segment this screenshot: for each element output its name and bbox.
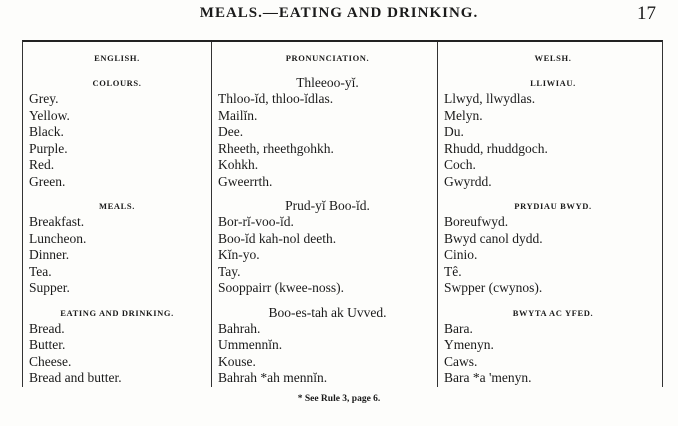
section-title: Boo-es-tah ak Uvved. (268, 304, 387, 320)
vocabulary-entry: Mailĭn. (218, 107, 258, 123)
vocabulary-entry: Dee. (218, 124, 244, 139)
section-title: EATING AND DRINKING. (60, 307, 174, 318)
page-title: MEALS.—EATING AND DRINKING. (199, 5, 479, 21)
vocabulary-entry: Purple. (29, 140, 68, 156)
section-title: Prud-yĭ Boo-ĭd. (285, 198, 370, 213)
section-title: Thleeoo-yĭ. (296, 75, 359, 90)
vocabulary-entry: Cinio. (444, 247, 478, 262)
vocabulary-entry: Du. (444, 124, 464, 139)
vocabulary-entry: Rheeth, rheethgohkh. (218, 140, 334, 156)
section-title: BWYTA AC YFED. (512, 307, 594, 318)
section-title: LLIWIAU. (530, 78, 576, 88)
vocabulary-entry: Ummennĭn. (218, 337, 283, 352)
section-title: COLOURS. (92, 78, 142, 88)
vocabulary-entry: Kĭn-yo. (218, 247, 260, 262)
vocabulary-entry: Bahrah. (218, 320, 261, 336)
column-heading: ENGLISH. (94, 53, 140, 63)
vocabulary-entry: Kohkh. (218, 157, 259, 172)
vocabulary-entry: Bread and butter. (29, 370, 122, 385)
vocabulary-entry: Black. (29, 124, 64, 139)
page-number: 17 (637, 3, 656, 24)
vocabulary-entry: Bara. (444, 320, 473, 336)
vocabulary-entry: Caws. (444, 353, 478, 369)
vocabulary-entry: Melyn. (444, 107, 483, 123)
vocabulary-entry: Bara *a 'menyn. (444, 370, 532, 385)
vocabulary-entry: Dinner. (29, 247, 70, 262)
vocabulary-entry: Boo-ĭd kah-nol deeth. (218, 230, 337, 246)
english-column (23, 42, 211, 387)
column-heading: PRONUNCIATION. (285, 53, 370, 63)
vocabulary-entry: Gweerrth. (218, 173, 273, 189)
vocabulary-entry: Red. (29, 157, 55, 172)
vocabulary-entry: Kouse. (218, 353, 256, 369)
vocabulary-entry: Tay. (218, 263, 241, 279)
vocabulary-table (22, 40, 663, 387)
vocabulary-entry: Ymenyn. (444, 337, 494, 352)
footnote: * See Rule 3, page 6. (297, 394, 381, 404)
vocabulary-entry: Bwyd canol dydd. (444, 230, 543, 246)
vocabulary-entry: Breakfast. (29, 214, 85, 229)
welsh-column (437, 42, 662, 387)
vocabulary-entry: Tea. (29, 263, 52, 279)
pronunciation-column (211, 42, 437, 387)
section-title: PRYDIAU BWYD. (514, 201, 592, 211)
vocabulary-entry: Grey. (29, 91, 59, 106)
vocabulary-entry: Cheese. (29, 353, 72, 369)
column-heading: WELSH. (534, 53, 572, 63)
vocabulary-entry: Bread. (29, 320, 65, 336)
section-title: MEALS. (99, 201, 135, 211)
vocabulary-entry: Coch. (444, 157, 476, 172)
vocabulary-entry: Boreufwyd. (444, 214, 509, 229)
vocabulary-entry: Luncheon. (29, 230, 87, 246)
vocabulary-entry: Llwyd, llwydlas. (444, 91, 536, 106)
vocabulary-entry: Gwyrdd. (444, 173, 492, 189)
vocabulary-entry: Green. (29, 173, 66, 189)
vocabulary-entry: Supper. (29, 280, 70, 295)
vocabulary-entry: Sooppairr (kwee-noss). (218, 280, 344, 295)
vocabulary-entry: Rhudd, rhuddgoch. (444, 140, 548, 156)
vocabulary-entry: Swpper (cwynos). (444, 280, 543, 295)
vocabulary-entry: Butter. (29, 337, 66, 352)
vocabulary-entry: Thloo-ĭd, thloo-ĭdlas. (218, 91, 334, 106)
vocabulary-entry: Yellow. (29, 107, 70, 123)
vocabulary-entry: Bahrah *ah mennĭn. (218, 370, 328, 385)
vocabulary-entry: Bor-rĭ-voo-ĭd. (218, 214, 294, 229)
vocabulary-entry: Tê. (444, 263, 462, 279)
